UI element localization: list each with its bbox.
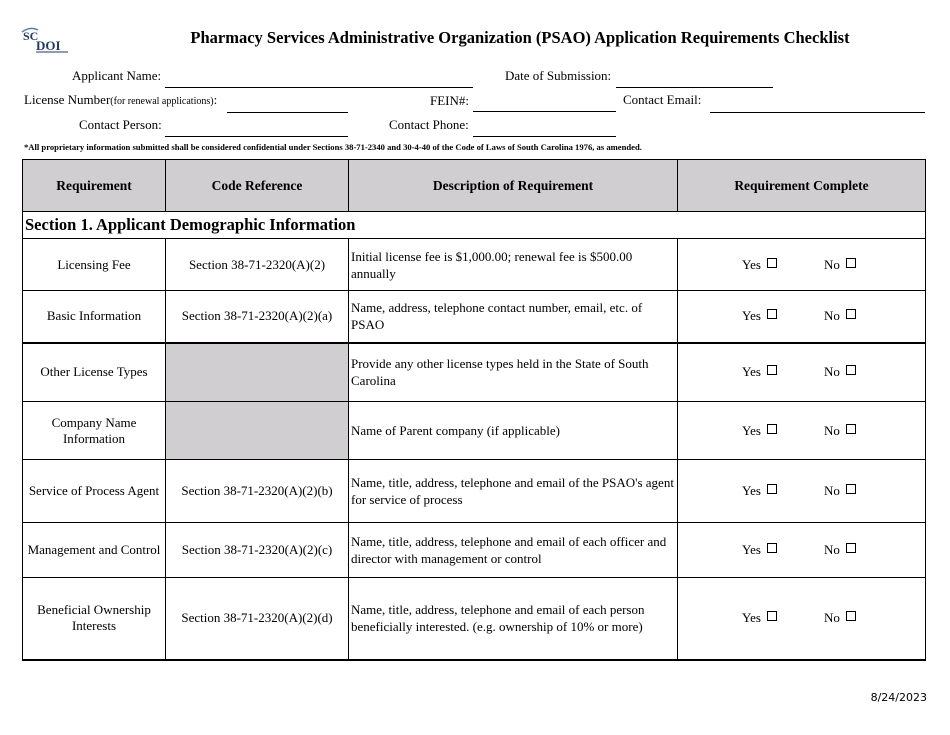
table-row: [23, 523, 926, 578]
no-label: No: [824, 610, 840, 626]
no-label: No: [824, 422, 840, 438]
table-row: [23, 239, 926, 291]
requirement-name: Beneficial Ownership Interests: [23, 578, 166, 660]
requirement-complete-cell: [678, 523, 926, 578]
contact-phone-field[interactable]: [473, 136, 616, 137]
requirement-complete-cell: [678, 343, 926, 402]
requirement-description: Name, title, address, telephone and email of each person beneficially interested. (e.g. ownership of 10% or more): [349, 578, 678, 660]
table-row: [23, 402, 926, 460]
fein-field[interactable]: [473, 111, 616, 112]
no-label: No: [824, 542, 840, 557]
no-checkbox[interactable]: [846, 543, 856, 553]
yes-checkbox[interactable]: [767, 484, 777, 494]
no-checkbox[interactable]: [846, 258, 856, 268]
contact-email-label: Contact Email:: [623, 92, 702, 107]
requirement-description: Initial license fee is $1,000.00; renewal fee is $500.00 annually: [349, 239, 678, 291]
yes-checkbox[interactable]: [767, 543, 777, 553]
no-checkbox[interactable]: [846, 424, 856, 434]
code-reference: Section 38-71-2320(A)(2)(b): [166, 460, 349, 523]
contact-email-field[interactable]: [710, 112, 925, 113]
requirement-complete-cell: [678, 460, 926, 523]
yes-label: Yes: [742, 483, 761, 498]
contact-phone-label: Contact Phone:: [389, 117, 469, 132]
no-checkbox[interactable]: [846, 365, 856, 375]
yes-checkbox[interactable]: [767, 365, 777, 375]
page-title: Pharmacy Services Administrative Organization (PSAO) Application Requirements Checklist: [190, 28, 850, 47]
yes-label: Yes: [742, 422, 761, 438]
requirement-complete-cell: [678, 578, 926, 660]
section-row: [23, 212, 926, 239]
no-checkbox[interactable]: [846, 309, 856, 319]
yes-checkbox[interactable]: [767, 611, 777, 621]
no-checkbox[interactable]: [846, 611, 856, 621]
table-row: [23, 578, 926, 660]
header-code-reference: Code Reference: [166, 160, 349, 212]
license-number-label: License Number(for renewal applications):: [24, 92, 218, 107]
no-label: No: [824, 483, 840, 498]
date-of-submission-field[interactable]: [616, 87, 773, 88]
table-header-row: [23, 160, 926, 212]
yes-label: Yes: [742, 364, 761, 380]
table-row: [23, 343, 926, 402]
confidentiality-notice: *All proprietary information submitted shall be considered confidential under Sections 38-71-2340 and 30-4-40 of the Code of Laws of South Carolina 1976, as amended.: [24, 142, 642, 152]
requirement-complete-cell: [678, 291, 926, 343]
footer-date: 8/24/2023: [870, 691, 927, 704]
header-requirement: Requirement: [23, 160, 166, 212]
yes-label: Yes: [742, 256, 761, 272]
yes-checkbox[interactable]: [767, 258, 777, 268]
requirement-description: Name, title, address, telephone and email of the PSAO's agent for service of process: [349, 460, 678, 523]
no-checkbox[interactable]: [846, 484, 856, 494]
code-reference: Section 38-71-2320(A)(2): [166, 239, 349, 291]
code-reference-blank: [166, 402, 349, 460]
license-number-field[interactable]: [227, 112, 348, 113]
requirement-description: Name of Parent company (if applicable): [349, 402, 678, 460]
requirements-table: [22, 159, 926, 661]
table-row: [23, 460, 926, 523]
requirement-description: Provide any other license types held in the State of South Carolina: [349, 343, 678, 402]
requirement-description: Name, title, address, telephone and email of each officer and director with management or control: [349, 523, 678, 578]
requirement-name: Management and Control: [23, 523, 166, 578]
yes-label: Yes: [742, 610, 761, 626]
svg-text:DOI: DOI: [36, 38, 61, 53]
requirement-name: Other License Types: [23, 343, 166, 402]
yes-checkbox[interactable]: [767, 309, 777, 319]
header-description: Description of Requirement: [349, 160, 678, 212]
contact-person-label: Contact Person:: [79, 117, 162, 132]
requirement-complete-cell: [678, 239, 926, 291]
yes-label: Yes: [742, 542, 761, 557]
no-label: No: [824, 308, 840, 324]
code-reference: Section 38-71-2320(A)(2)(c): [166, 523, 349, 578]
yes-checkbox[interactable]: [767, 424, 777, 434]
no-label: No: [824, 256, 840, 272]
requirement-name: Licensing Fee: [23, 239, 166, 291]
yes-label: Yes: [742, 308, 761, 324]
svg-text:SC: SC: [23, 29, 39, 43]
contact-person-field[interactable]: [165, 136, 348, 137]
date-of-submission-label: Date of Submission:: [505, 68, 612, 83]
header-requirement-complete: Requirement Complete: [678, 160, 926, 212]
table-row: [23, 291, 926, 343]
sc-doi-logo: [20, 26, 72, 54]
section-title: Section 1. Applicant Demographic Information: [23, 212, 926, 239]
requirement-complete-cell: [678, 402, 926, 460]
code-reference: Section 38-71-2320(A)(2)(d): [166, 578, 349, 660]
applicant-name-label: Applicant Name:: [72, 68, 162, 83]
applicant-name-field[interactable]: [165, 87, 473, 88]
code-reference: Section 38-71-2320(A)(2)(a): [166, 291, 349, 343]
requirement-name: Service of Process Agent: [23, 460, 166, 523]
requirement-name: Basic Information: [23, 291, 166, 343]
fein-label: FEIN#:: [430, 93, 469, 108]
requirement-name: Company Name Information: [23, 402, 166, 460]
code-reference-blank: [166, 343, 349, 402]
requirement-description: Name, address, telephone contact number, email, etc. of PSAO: [349, 291, 678, 343]
no-label: No: [824, 364, 840, 380]
